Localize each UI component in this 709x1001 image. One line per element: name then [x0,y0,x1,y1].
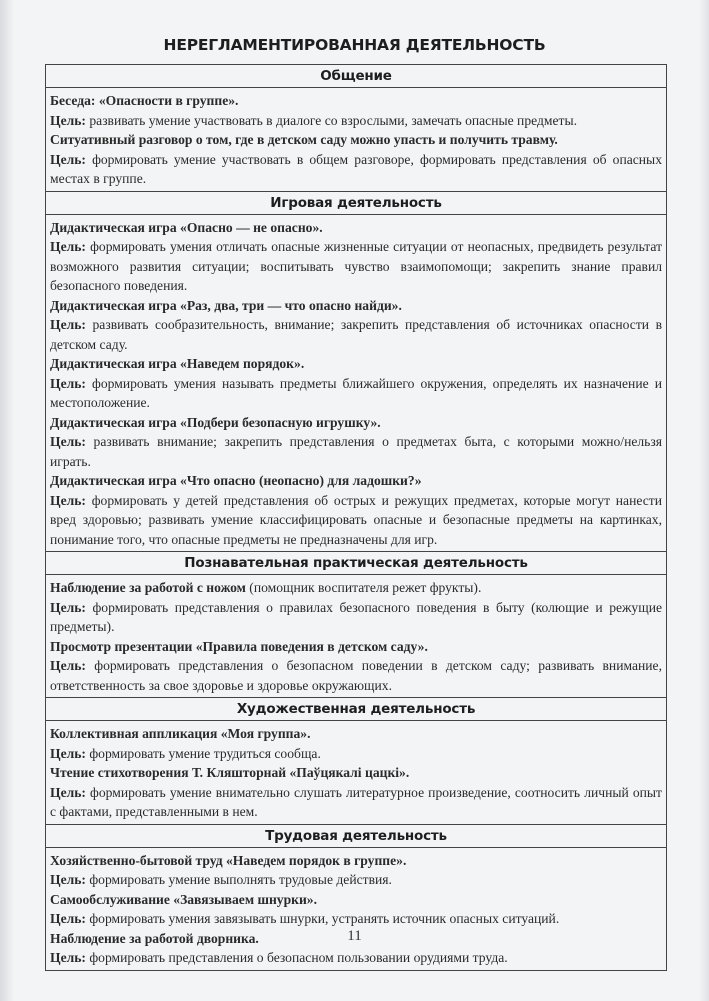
page-binding-shadow [0,0,14,1001]
section-body-cognitive [46,575,666,697]
section-header-labor: Трудовая деятельность [46,824,666,848]
section-header-communication: Общение [46,65,666,88]
item-goal: Цель: развивать внимание; закрепить представления о предметах быта, с которыми можно/нельзя играть. [50,434,662,469]
section-body-communication [46,88,666,191]
item-goal: Цель: формировать умения называть предметы ближайшего окружения, определять их назначение и местоположение. [50,375,662,410]
item-title: Коллективная аппликация «Моя группа». [50,726,311,741]
item-title: Дидактическая игра «Наведем порядок». [50,356,305,371]
item-title: Самообслуживание «Завязываем шнурки». [50,891,318,907]
item-title: Дидактическая игра «Раз, два, три — что опасно найди». [50,297,402,313]
item-goal: Цель: формировать умения отличать опасные жизненные ситуации от неопасных, предвидеть результат возможного развития ситуации; воспитывать чувство взаимопомощи; закрепить знание правил безопасного поведения. [50,239,663,293]
item-title: Беседа: «Опасности в группе». [50,93,239,108]
section-body-labor [46,848,666,970]
item-title: Дидактическая игра «Опасно — не опасно». [50,219,323,235]
item-goal: Цель: развивать умение участвовать в диалоге со взрослыми, замечать опасные предметы. [50,112,578,128]
item-title: Дидактическая игра «Что опасно (неопасно) для ладошки?» [50,473,422,488]
item-goal: Цель: формировать умение трудиться сообща. [50,745,321,761]
item-title: Наблюдение за работой с ножом (помощник воспитателя режет фрукты). [50,580,482,595]
item-goal: Цель: формировать умение внимательно слушать литературное произведение, соотносить личный опыт с фактами, представленными в нем. [50,784,662,819]
section-body-art [46,721,666,824]
item-title: Ситуативный разговор о том, где в детском саду можно упасть и получить травму. [50,132,558,147]
item-goal: Цель: формировать умение выполнять трудовые действия. [50,872,392,887]
page-edge-shadow [699,0,709,1001]
section-body-play [46,215,666,552]
item-goal: Цель: формировать у детей представления об острых и режущих предметах, которые могут нанести вред здоровью; развивать умение классифицировать опасные и безопасные предметы на картинках, понимание того, что опасные предметы не предназначены для игр. [50,492,662,547]
section-header-cognitive: Познавательная практическая деятельность [46,551,666,575]
item-goal: Цель: формировать умения завязывать шнурки, устранять источник опасных ситуаций. [50,911,560,926]
activity-table [45,64,667,971]
item-goal: Цель: формировать представления о безопасном поведении в детском саду; развивать внимание, ответственность за свое здоровье и здоровье окружающих. [50,658,662,693]
item-goal: Цель: развивать сообразительность, внимание; закрепить представления об источниках опасности в детском саду. [50,317,663,352]
page-number: 11 [347,928,362,944]
item-title: Наблюдение за работой дворника. [50,930,259,946]
item-goal: Цель: формировать представления о правилах безопасного поведения в быту (колющие и режущие предметы). [50,599,663,634]
item-goal: Цель: формировать представления о безопасном пользовании орудиями труда. [50,950,508,965]
item-goal: Цель: формировать умение участвовать в общем разговоре, формировать представления об опасных местах в группе. [50,151,662,186]
page-title: НЕРЕГЛАМЕНТИРОВАННАЯ ДЕЯТЕЛЬНОСТЬ [163,36,546,54]
item-title: Просмотр презентации «Правила поведения в детском саду». [50,638,428,654]
item-title: Хозяйственно-бытовой труд «Наведем порядок в группе». [50,852,407,868]
section-header-art: Художественная деятельность [46,697,666,721]
section-header-play: Игровая деятельность [46,191,666,215]
item-title: Чтение стихотворения Т. Кляшторнай «Паўцякалі цацкі». [50,765,410,780]
item-title: Дидактическая игра «Подбери безопасную игрушку». [50,414,381,430]
